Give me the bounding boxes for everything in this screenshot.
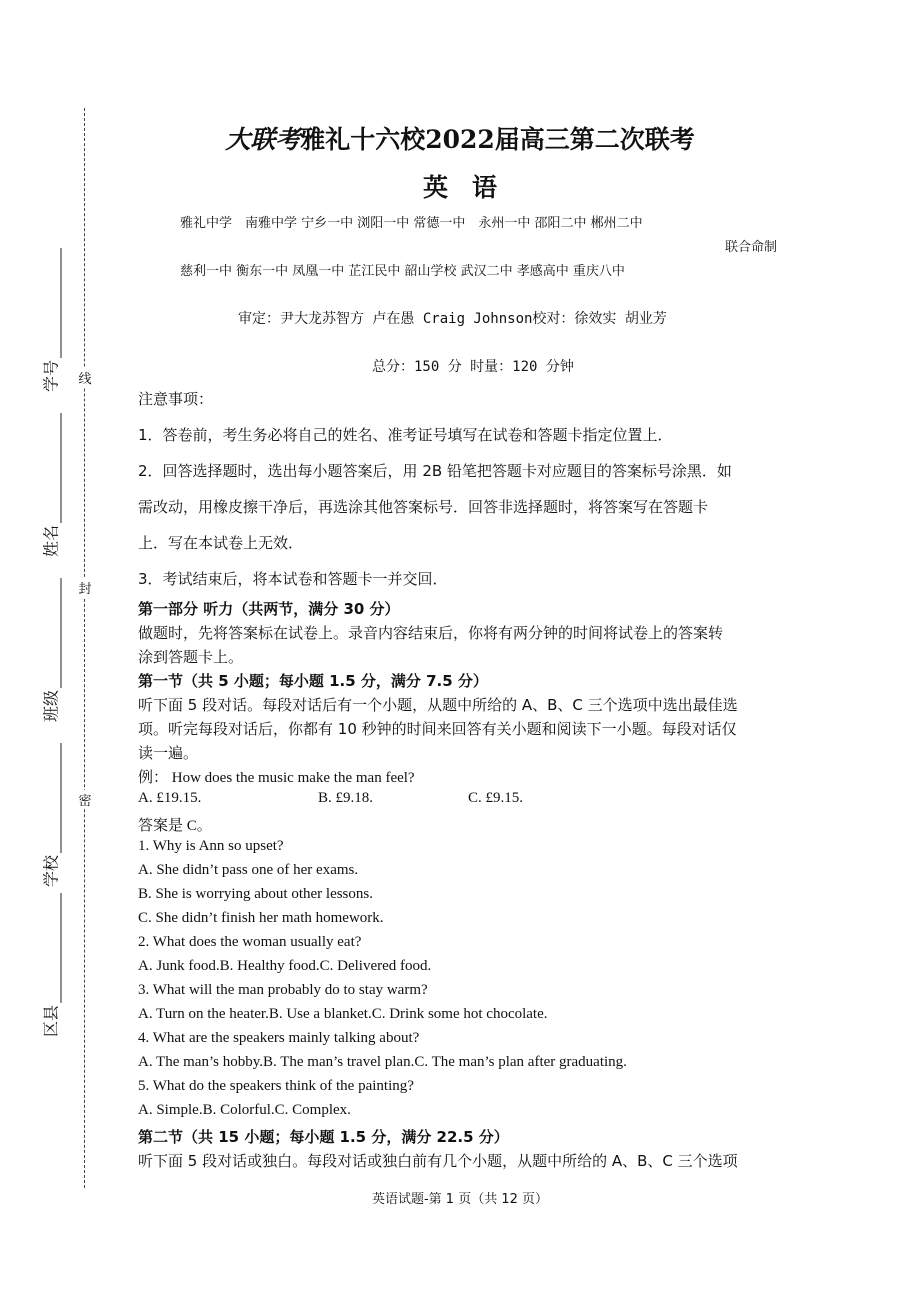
example-option-c: C. £9.15.: [468, 790, 524, 806]
school-field[interactable]: [30, 730, 70, 900]
schools-line-2: 慈利一中 衡东一中 凤凰一中 芷江民中 韶山学校 武汉二中 孝感高中 重庆八中: [180, 264, 625, 279]
schools-line-1: 雅礼中学 南雅中学 宁乡一中 浏阳一中 常德一中 永州一中 邵阳二中 郴州二中: [180, 216, 643, 231]
subject-title: 英语: [422, 173, 521, 202]
section1-heading: 第一节（共 5 小题；每小题 1.5 分，满分 7.5 分）: [138, 672, 488, 690]
field-label: 区县: [41, 1004, 61, 1038]
field-underline: [60, 248, 62, 358]
section1-instruction-line-2: 项。听完每段对话后，你都有 10 秒钟的时间来回答有关小题和阅读下一小题。每段对话仅: [138, 720, 737, 738]
joint-compiled: 联合命制: [725, 240, 778, 255]
question-1-option-b: B. She is worrying about other lessons.: [138, 886, 373, 902]
notice-item-3: 3．考试结束后，将本试卷和答题卡一并交回．: [138, 570, 448, 588]
class-field[interactable]: [30, 565, 70, 735]
page-footer: 英语试题-第 1 页（共 12 页）: [371, 1192, 549, 1207]
name-field[interactable]: [30, 400, 70, 570]
question-1-option-c: C. She didn’t finish her math homework.: [138, 910, 384, 926]
example-option-b: B. £9.18.: [318, 790, 374, 806]
question-4-options: A. The man’s hobby.B. The man’s travel plan.C. The man’s plan after graduating.: [138, 1054, 627, 1070]
notice-item-2-line-2: 需改动，用橡皮擦干净后，再选涂其他答案标号．回答非选择题时，将答案写在答题卡: [138, 498, 709, 516]
binding-dashed-line: [84, 108, 85, 1188]
reviewers-line: 审定：尹大龙苏智方 卢在愚 Craig Johnson校对：徐效实 胡业芳: [238, 311, 667, 327]
part1-instruction-line-2: 涂到答题卡上。: [138, 648, 244, 666]
example-question: 例： How does the music make the man feel?: [138, 770, 415, 786]
question-1-option-a: A. She didn’t pass one of her exams.: [138, 862, 359, 878]
section1-instruction-line-3: 读一遍。: [138, 744, 199, 762]
seal-mark-seal: 封: [78, 578, 92, 597]
score-time-line: 总分：150 分 时量：120 分钟: [372, 359, 574, 375]
field-underline: [60, 743, 62, 853]
field-label: 班级: [41, 689, 61, 723]
part1-heading: 第一部分 听力（共两节，满分 30 分）: [138, 600, 400, 618]
example-answer: 答案是 C。: [138, 818, 212, 834]
field-label: 姓名: [41, 524, 61, 558]
title-text: 雅礼十六校2022届高三第二次联考: [300, 125, 695, 154]
notice-title: 注意事项：: [138, 390, 214, 408]
field-underline: [60, 413, 62, 523]
question-3: 3. What will the man probably do to stay warm?: [138, 982, 428, 998]
field-underline: [60, 578, 62, 688]
question-2: 2. What does the woman usually eat?: [138, 934, 362, 950]
student-id-field[interactable]: [30, 235, 70, 405]
question-3-options: A. Turn on the heater.B. Use a blanket.C. Drink some hot chocolate.: [138, 1006, 548, 1022]
question-5-options: A. Simple.B. Colorful.C. Complex.: [138, 1102, 351, 1118]
section2-instruction-line-1: 听下面 5 段对话或独白。每段对话或独白前有几个小题，从题中所给的 A、B、C 三个选项: [138, 1152, 738, 1170]
page-title: [0, 120, 920, 156]
field-label: 学校: [41, 854, 61, 888]
part1-instruction-line-1: 做题时，先将答案标在试卷上。录音内容结束后，你将有两分钟的时间将试卷上的答案转: [138, 624, 724, 642]
district-field[interactable]: [30, 880, 70, 1050]
question-1: 1. Why is Ann so upset?: [138, 838, 284, 854]
question-4: 4. What are the speakers mainly talking about?: [138, 1030, 420, 1046]
seal-mark-line: 线: [78, 368, 92, 387]
example-option-a: A. £19.15.: [138, 790, 202, 806]
notice-item-2-line-1: 2．回答选择题时，选出每小题答案后，用 2B 铅笔把答题卡对应题目的答案标号涂黑．如: [138, 462, 732, 480]
question-2-options: A. Junk food.B. Healthy food.C. Delivered food.: [138, 958, 432, 974]
field-label: 学号: [41, 359, 61, 393]
question-5: 5. What do the speakers think of the painting?: [138, 1078, 414, 1094]
notice-item-2-line-3: 上．写在本试卷上无效．: [138, 534, 304, 552]
field-underline: [60, 893, 62, 1003]
section1-instruction-line-1: 听下面 5 段对话。每段对话后有一个小题，从题中所给的 A、B、C 三个选项中选出最佳选: [138, 696, 738, 714]
notice-item-1: 1．答卷前，考生务必将自己的姓名、准考证号填写在试卷和答题卡指定位置上．: [138, 426, 673, 444]
section2-heading: 第二节（共 15 小题；每小题 1.5 分，满分 22.5 分）: [138, 1128, 509, 1146]
brand-logo-text: 大联考: [225, 125, 301, 154]
seal-mark-secret: 密: [78, 790, 92, 809]
